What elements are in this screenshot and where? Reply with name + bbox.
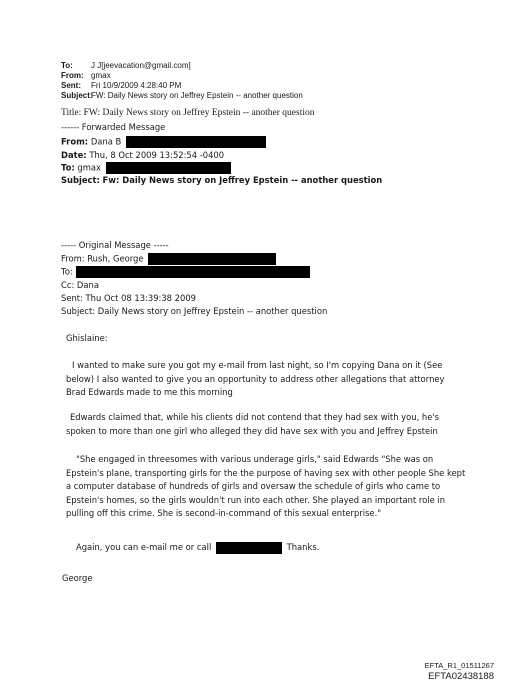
header-from-label: From: <box>61 71 84 80</box>
title-line: Title: FW: Daily News story on Jeffrey Epstein -- another question <box>61 108 315 118</box>
header-sent-row <box>61 81 181 91</box>
paragraph-4-before: Again, you can e-mail me or call <box>76 542 212 552</box>
forwarded-to-label: To: <box>61 162 75 173</box>
header-to-row <box>61 61 191 71</box>
greeting: Ghislaine: <box>66 333 108 343</box>
header-to-value: J J[jeevacation@gmail.com] <box>91 61 191 70</box>
forwarded-subject-label: Subject: <box>61 175 100 185</box>
header-subject-value: FW: Daily News story on Jeffrey Epstein -- another question <box>91 91 303 100</box>
forwarded-date-value: Thu, 8 Oct 2009 13:52:54 -0400 <box>89 150 225 160</box>
forwarded-marker: ------ Forwarded Message <box>61 122 166 132</box>
paragraph-4-after: Thanks. <box>286 542 320 552</box>
redaction-block <box>148 253 276 265</box>
redaction-block <box>216 542 282 554</box>
header-to-label: To: <box>61 61 73 70</box>
redaction-block <box>106 162 231 174</box>
forwarded-subject-value: Fw: Daily News story on Jeffrey Epstein -- another question <box>102 175 383 185</box>
original-to-row <box>61 266 310 278</box>
forwarded-from-value: Dana B <box>90 136 122 147</box>
redaction-block <box>126 136 266 148</box>
forwarded-date-row <box>61 150 224 160</box>
header-sent-value: Fri 10/9/2009 4:28:40 PM <box>91 81 182 90</box>
forwarded-from-row <box>61 136 266 148</box>
header-subject-label: Subject: <box>61 91 93 100</box>
original-from-row <box>61 253 276 265</box>
original-sent: Sent: Thu Oct 08 13:39:38 2009 <box>61 293 196 303</box>
footer-id-1: EFTA_R1_01511267 <box>424 661 494 670</box>
redaction-block <box>76 266 310 278</box>
original-subject: Subject: Daily News story on Jeffrey Epstein -- another question <box>61 306 328 316</box>
forwarded-to-value: gmax <box>77 162 101 173</box>
header-from-value: gmax <box>91 71 111 80</box>
paragraph-3: "She engaged in threesomes with various underage girls," said Edwards "She was on Epstein's plane, transporting girls for the the purpose of having sex with other people She kept a computer database of hundreds of girls and oversaw the schedule of girls who came to Epstein's homes, so the girls wouldn't run into each other. She played an important role in pulling off this crime. She is second-in-command of this sexual enterprise." <box>66 454 466 518</box>
paragraph-4 <box>76 541 476 555</box>
original-to: To: <box>61 266 73 277</box>
header-sent-label: Sent: <box>61 81 81 90</box>
original-from: From: Rush, George <box>61 253 144 264</box>
forwarded-subject-row <box>61 175 382 185</box>
footer-id-2: EFTA02438188 <box>428 671 494 682</box>
forwarded-date-label: Date: <box>61 150 87 160</box>
header-from-row <box>61 71 111 81</box>
forwarded-to-row <box>61 162 231 174</box>
paragraph-2: Edwards claimed that, while his clients did not contend that they had sex with you, he's spoken to more than one girl who alleged they did have sex with you and Jeffrey Epstein <box>66 412 440 436</box>
original-cc: Cc: Dana <box>61 280 99 290</box>
original-marker: ----- Original Message ----- <box>61 240 169 250</box>
forwarded-from-label: From: <box>61 136 89 147</box>
signoff: George <box>62 573 93 583</box>
paragraph-1: I wanted to make sure you got my e-mail from last night, so I'm copying Dana on it (See below) I also wanted to give you an opportunity to address other allegations that attorney Brad Edwards made to me this morning <box>66 360 445 397</box>
header-subject-row <box>61 91 303 101</box>
